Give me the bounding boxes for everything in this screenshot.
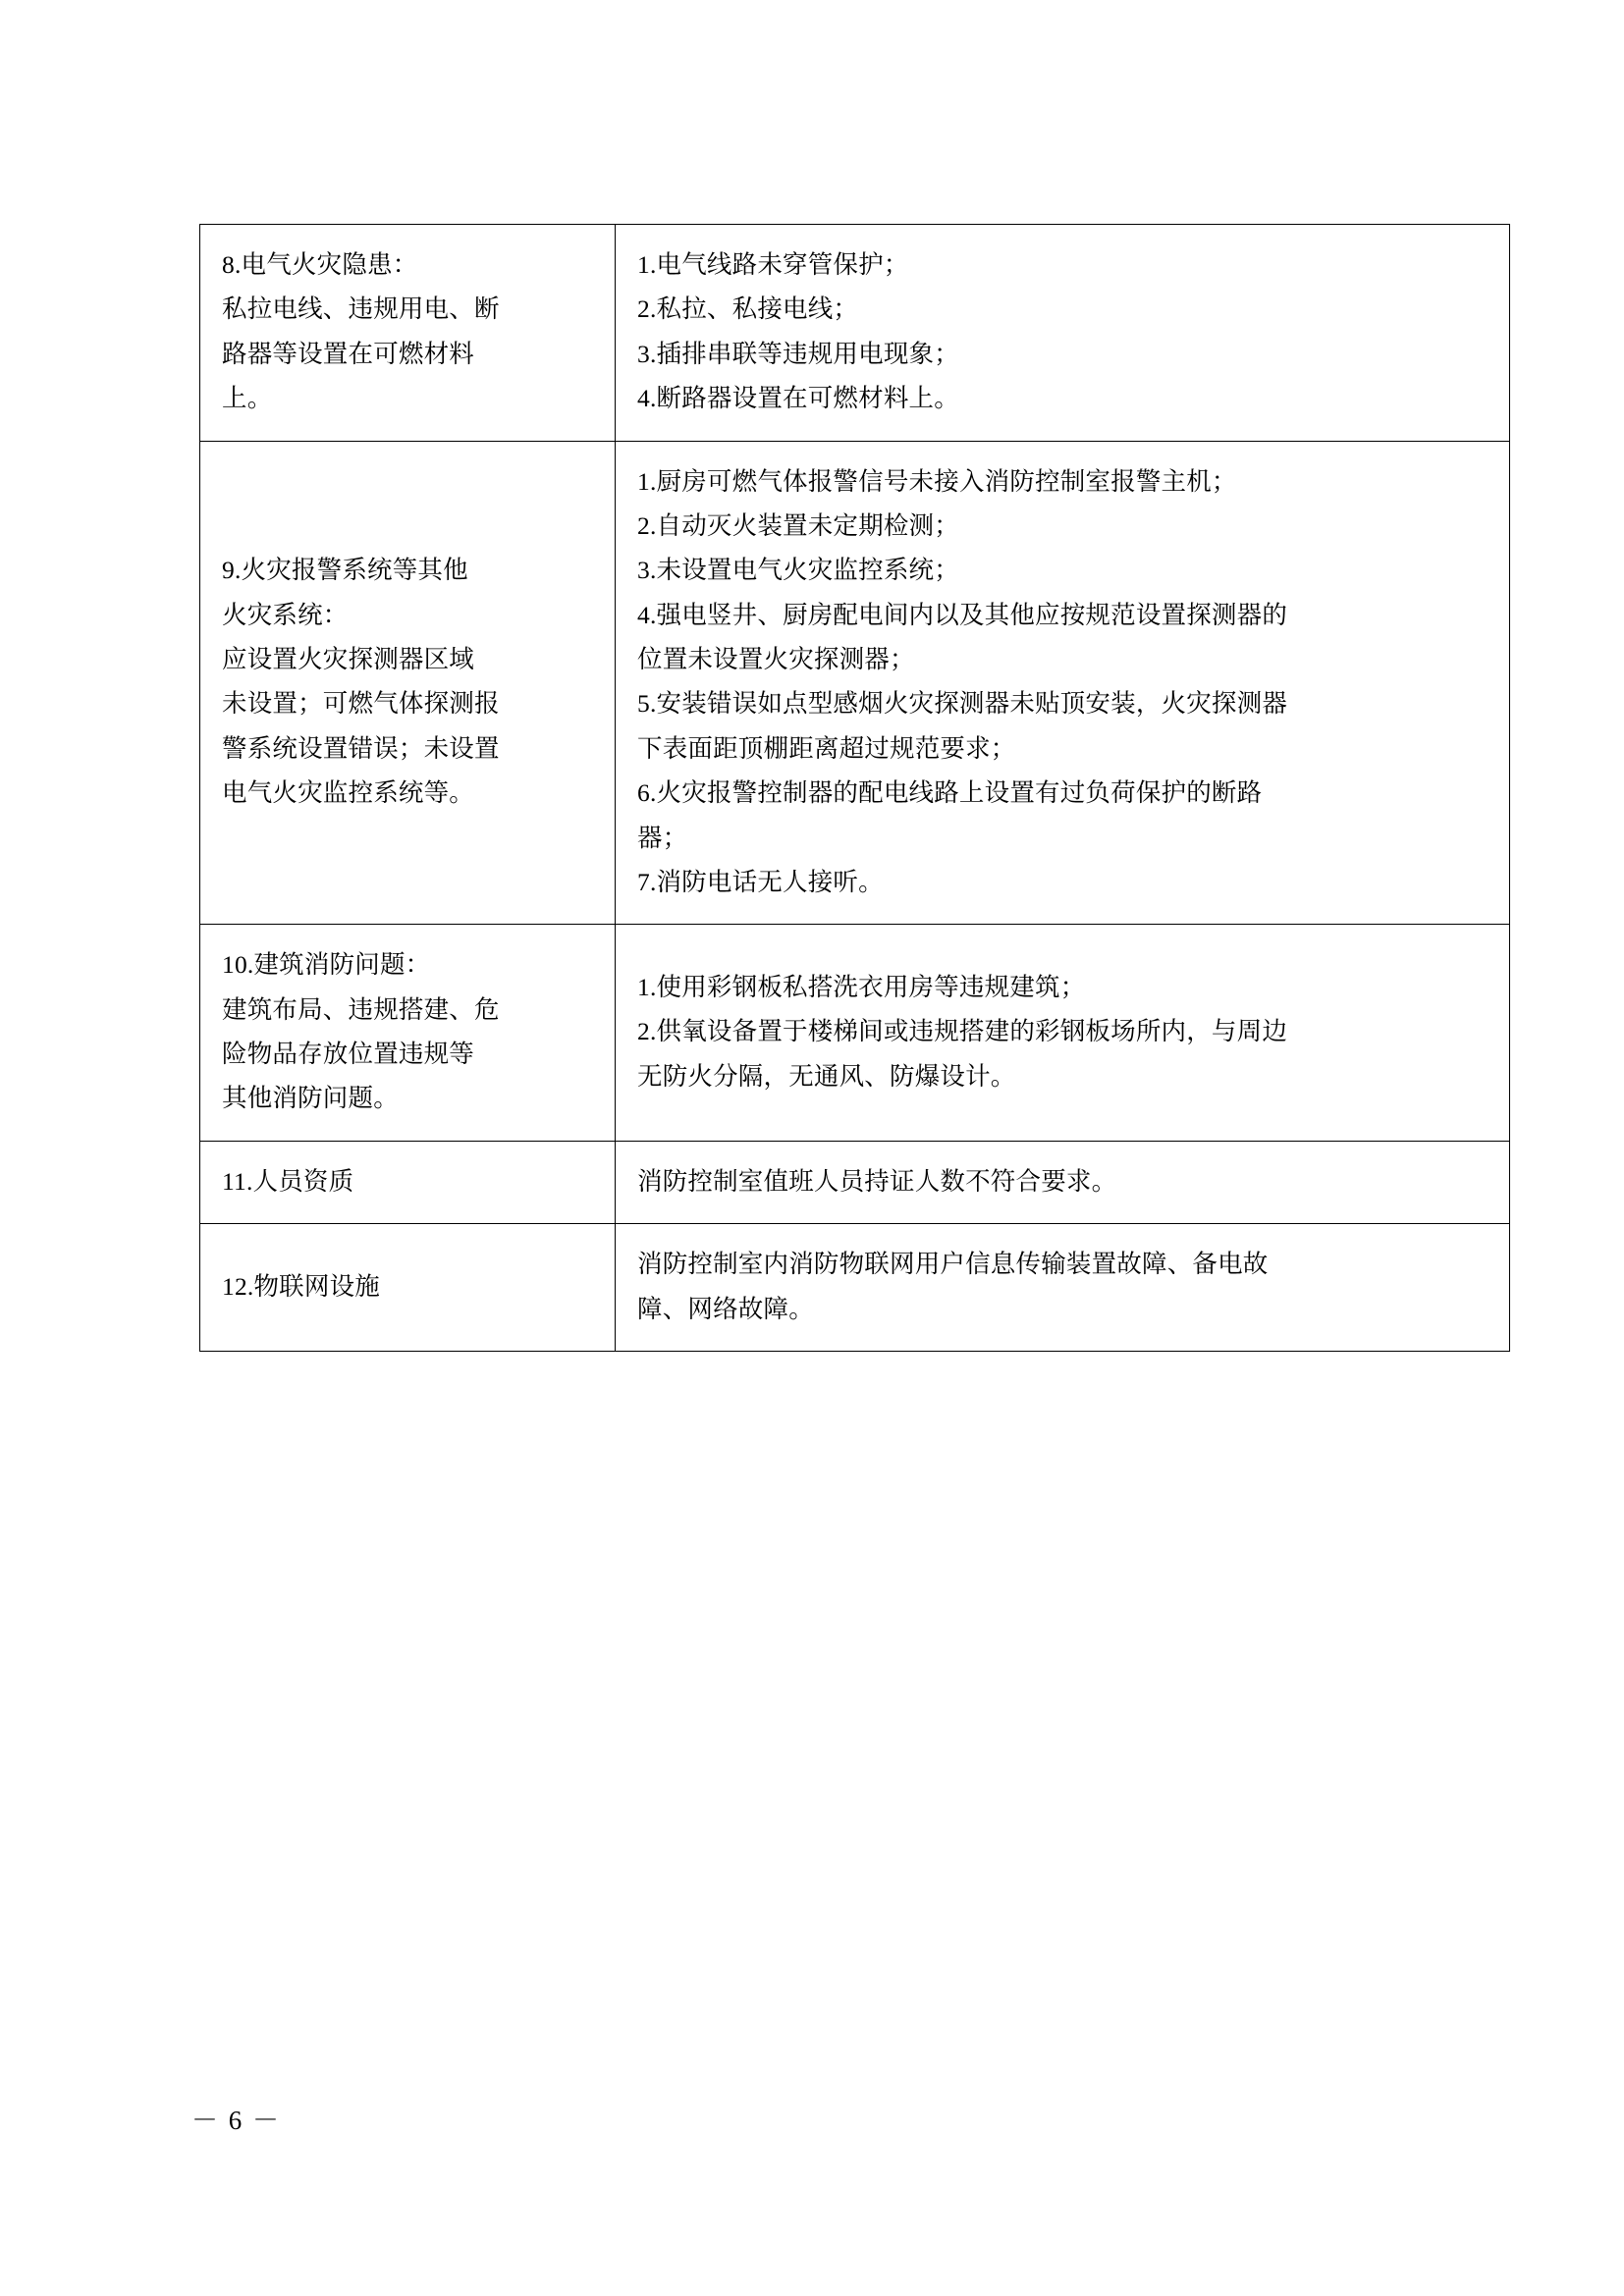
category-cell (200, 441, 616, 925)
detail-line: 1.厨房可燃气体报警信号未接入消防控制室报警主机； (637, 466, 1237, 496)
page-number: － 6 － (191, 2106, 281, 2135)
fire-hazard-table (199, 224, 1510, 1352)
table-row (200, 1224, 1510, 1352)
category-cell (200, 1224, 616, 1352)
table-row (200, 925, 1510, 1142)
detail-line: 2.自动灭火装置未定期检测； (637, 510, 959, 540)
detail-line: 5.安装错误如点型感烟火灾探测器未贴顶安装，火灾探测器 (637, 689, 1288, 719)
category-line: 其他消防问题。 (222, 1084, 399, 1113)
detail-line: 障、网络故障。 (637, 1294, 814, 1323)
category-cell (200, 1141, 616, 1223)
detail-cell (616, 225, 1510, 442)
detail-cell (616, 925, 1510, 1142)
category-line: 未设置；可燃气体探测报 (222, 689, 500, 719)
category-line: 11.人员资质 (222, 1166, 354, 1196)
detail-line: 4.断路器设置在可燃材料上。 (637, 384, 959, 413)
category-line: 警系统设置错误；未设置 (222, 733, 500, 763)
category-line: 建筑布局、违规搭建、危 (222, 994, 500, 1024)
detail-line: 7.消防电话无人接听。 (637, 867, 884, 896)
detail-line: 3.未设置电气火灾监控系统； (637, 556, 959, 585)
category-line: 9.火灾报警系统等其他 (222, 556, 468, 585)
category-line: 上。 (222, 384, 273, 413)
detail-line: 消防控制室值班人员持证人数不符合要求。 (637, 1166, 1117, 1196)
detail-line: 器； (637, 823, 688, 852)
table-row (200, 1141, 1510, 1223)
detail-line: 4.强电竖井、厨房配电间内以及其他应按规范设置探测器的 (637, 600, 1288, 629)
table-row (200, 225, 1510, 442)
detail-cell (616, 1224, 1510, 1352)
category-line: 12.物联网设施 (222, 1271, 380, 1301)
category-line: 电气火灾监控系统等。 (222, 778, 475, 808)
category-cell (200, 225, 616, 442)
table-row (200, 441, 1510, 925)
category-line: 8.电气火灾隐患： (222, 250, 418, 279)
detail-line: 2.供氧设备置于楼梯间或违规搭建的彩钢板场所内，与周边 (637, 1017, 1288, 1046)
detail-line: 6.火灾报警控制器的配电线路上设置有过负荷保护的断路 (637, 778, 1263, 808)
table-body (200, 225, 1510, 1352)
category-line: 路器等设置在可燃材料 (222, 339, 475, 368)
category-cell (200, 925, 616, 1142)
detail-line: 无防火分隔，无通风、防爆设计。 (637, 1061, 1016, 1091)
detail-line: 下表面距顶棚距离超过规范要求； (637, 733, 1016, 763)
detail-line: 3.插排串联等违规用电现象； (637, 339, 959, 368)
detail-line: 位置未设置火灾探测器； (637, 645, 915, 673)
detail-line: 2.私拉、私接电线； (637, 294, 859, 324)
detail-line: 消防控制室内消防物联网用户信息传输装置故障、备电故 (637, 1250, 1269, 1279)
detail-line: 1.使用彩钢板私搭洗衣用房等违规建筑； (637, 972, 1086, 1001)
detail-cell (616, 441, 1510, 925)
category-line: 火灾系统： (222, 600, 349, 629)
category-line: 险物品存放位置违规等 (222, 1040, 475, 1068)
detail-cell (616, 1141, 1510, 1223)
category-line: 私拉电线、违规用电、断 (222, 294, 500, 324)
category-line: 10.建筑消防问题： (222, 950, 431, 980)
detail-line: 1.电气线路未穿管保护； (637, 250, 909, 279)
category-line: 应设置火灾探测器区域 (222, 645, 475, 673)
